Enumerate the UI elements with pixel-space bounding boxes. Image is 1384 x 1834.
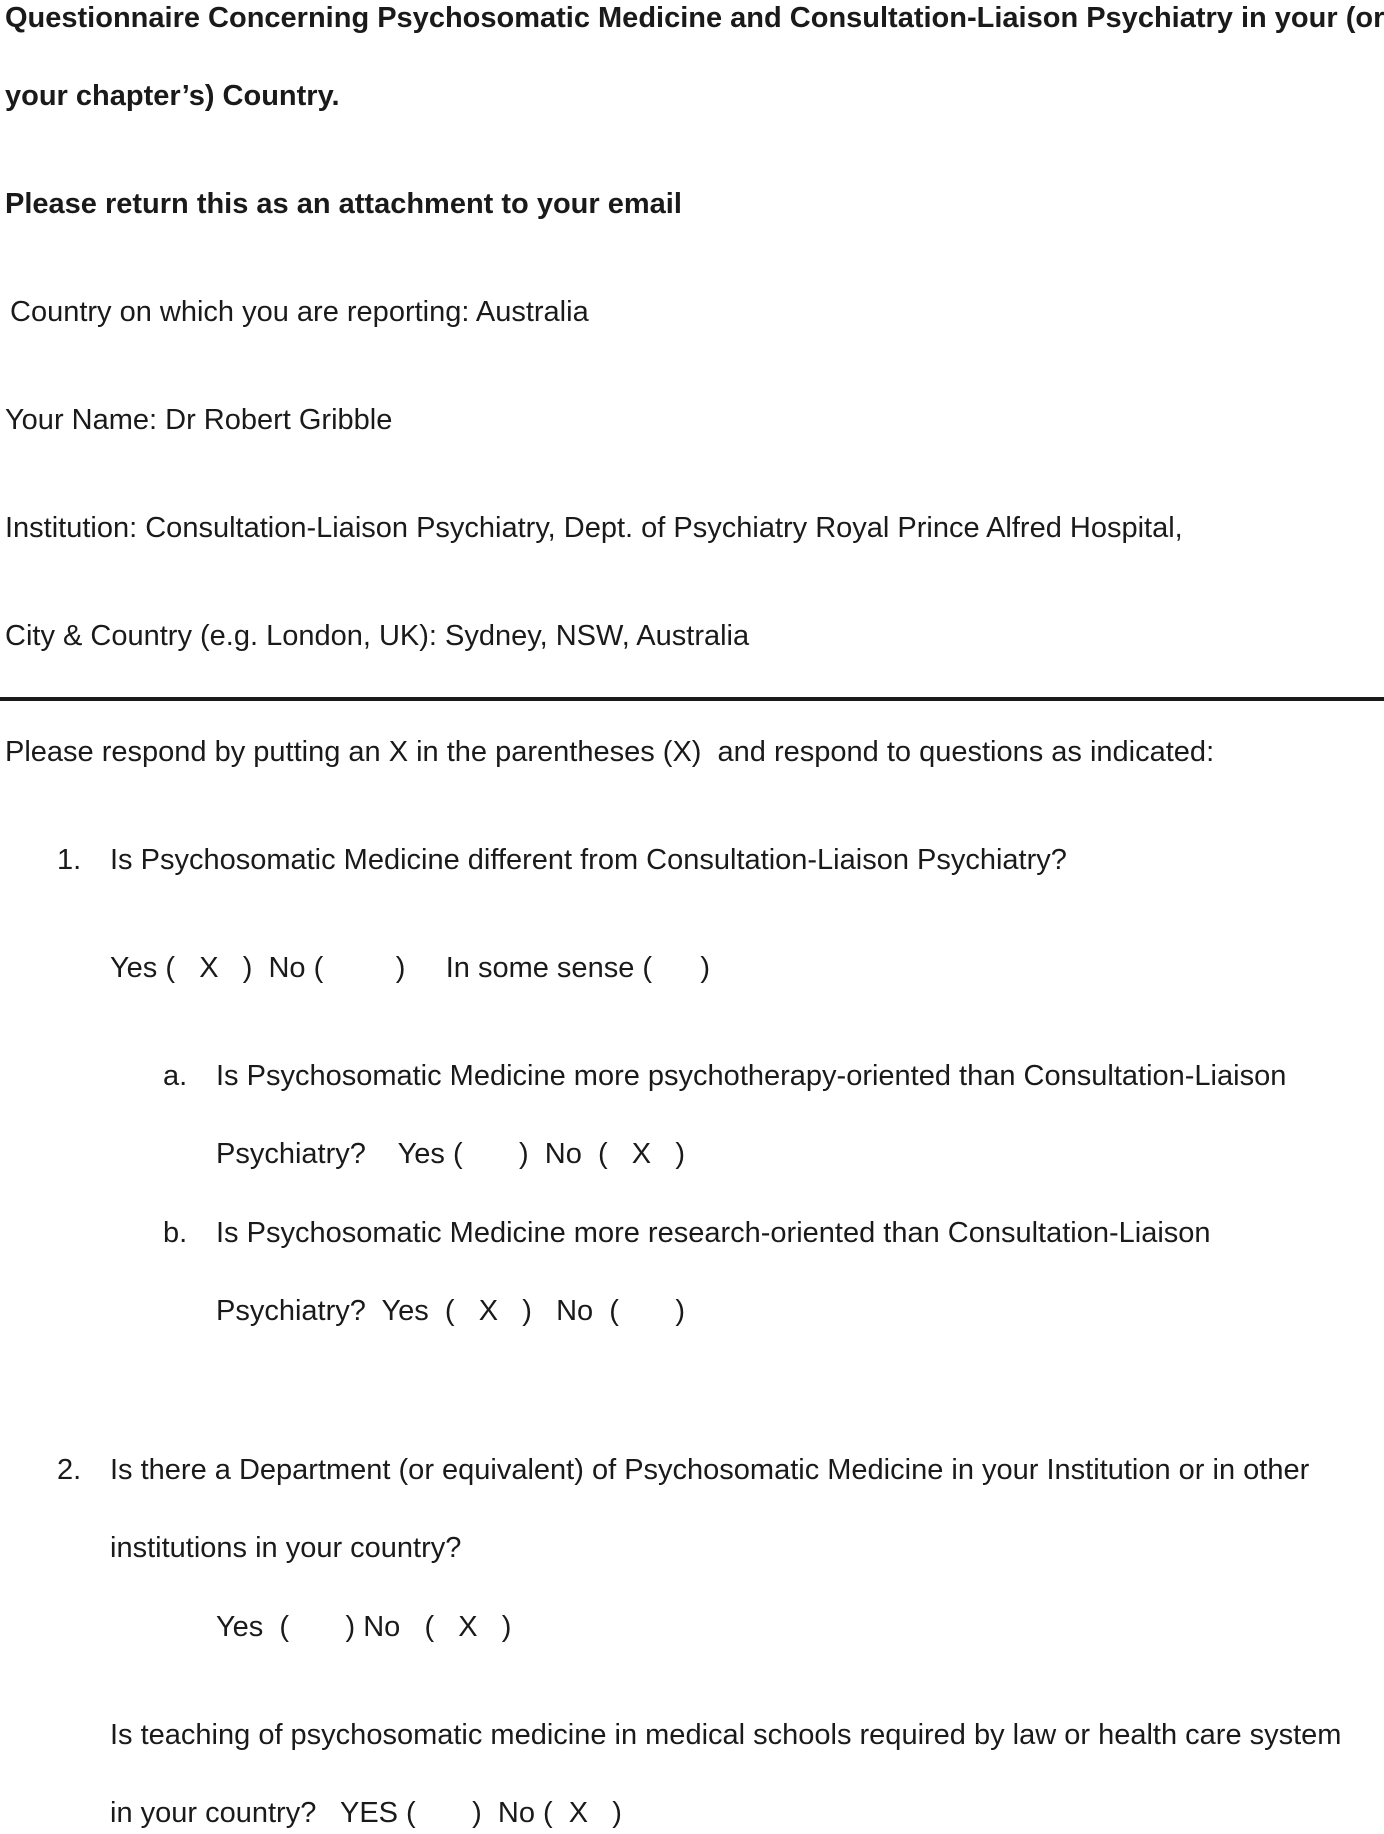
name-field: Your Name: Dr Robert Gribble xyxy=(5,404,393,436)
question-1b-text-line-2: Psychiatry? Yes ( X ) No ( ) xyxy=(216,1295,685,1327)
document-title-line-1: Questionnaire Concerning Psychosomatic Medicine and Consultation-Liaison Psychiatry in your (or xyxy=(5,2,1384,34)
document-title-line-2: your chapter’s) Country. xyxy=(5,80,340,112)
institution-field: Institution: Consultation-Liaison Psychiatry, Dept. of Psychiatry Royal Prince Alfred Hospital, xyxy=(5,512,1183,544)
section-divider xyxy=(0,697,1384,701)
question-3-text-line-2: in your country? YES ( ) No ( X ) xyxy=(110,1797,622,1829)
question-1a-text-line-1: Is Psychosomatic Medicine more psychotherapy-oriented than Consultation-Liaison xyxy=(216,1060,1287,1092)
question-3-text-line-1: Is teaching of psychosomatic medicine in medical schools required by law or health care system xyxy=(110,1719,1342,1751)
question-2-answer: Yes ( ) No ( X ) xyxy=(216,1611,512,1643)
question-1a-text-line-2: Psychiatry? Yes ( ) No ( X ) xyxy=(216,1138,685,1170)
question-2-text-line-1: Is there a Department (or equivalent) of Psychosomatic Medicine in your Institution or in other xyxy=(110,1454,1310,1486)
question-1-text: Is Psychosomatic Medicine different from Consultation-Liaison Psychiatry? xyxy=(110,844,1067,876)
response-instructions: Please respond by putting an X in the parentheses (X) and respond to questions as indicated: xyxy=(5,736,1215,768)
question-1-answer: Yes ( X ) No ( ) In some sense ( ) xyxy=(110,952,711,984)
question-1a-letter: a. xyxy=(163,1060,188,1092)
question-1-number: 1. xyxy=(57,844,82,876)
return-instruction: Please return this as an attachment to your email xyxy=(5,188,682,220)
country-field: Country on which you are reporting: Australia xyxy=(10,296,589,328)
question-1b-text-line-1: Is Psychosomatic Medicine more research-oriented than Consultation-Liaison xyxy=(216,1217,1211,1249)
question-2-text-line-2: institutions in your country? xyxy=(110,1532,462,1564)
question-2-number: 2. xyxy=(57,1454,82,1486)
question-1b-letter: b. xyxy=(163,1217,188,1249)
city-country-field: City & Country (e.g. London, UK): Sydney, NSW, Australia xyxy=(5,620,750,652)
